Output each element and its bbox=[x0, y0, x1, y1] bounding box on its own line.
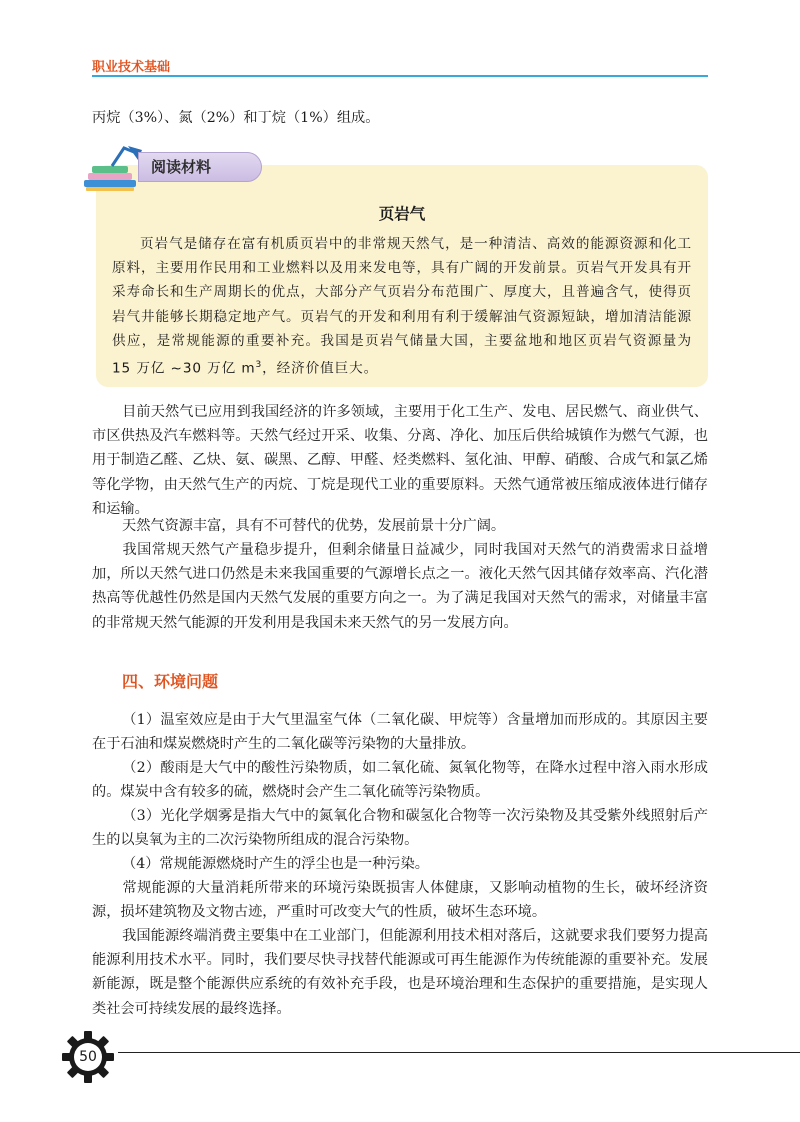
books-lamp-icon bbox=[82, 142, 146, 194]
header-rule bbox=[92, 75, 708, 77]
section-heading: 四、环境问题 bbox=[122, 672, 219, 691]
paragraph: 目前天然气已应用到我国经济的许多领域，主要用于化工生产、发电、居民燃气、商业供气、市区供热及汽车燃料等。天然气经过开采、收集、分离、净化、加压后供给城镇作为燃气气源，也用于制造乙醛、乙炔、氨、碳黑、乙醇、甲醛、烃类燃料、氢化油、甲醇、硝酸、合成气和氯乙烯等化学物，由天然气生产的丙烷、丁烷是现代工业的重要原料。天然气通常被压缩成液体进行储存和运输。 bbox=[92, 404, 708, 517]
page-number: 50 bbox=[79, 1049, 97, 1065]
list-item: （3）光化学烟雾是指大气中的氮氧化合物和碳氢化合物等一次污染物及其受紫外线照射后产生的以臭氧为主的二次污染物所组成的混合污染物。 bbox=[92, 808, 708, 849]
intro-line: 丙烷（3%）、氮（2%）和丁烷（1%）组成。 bbox=[92, 110, 380, 126]
paragraph: 我国常规天然气产量稳步提升，但剩余储量日益减少，同时我国对天然气的消费需求日益增加，所以天然气进口仍然是未来我国重要的气源增长点之一。液化天然气因其储存效率高、汽化潜热高等优越性仍然是国内天然气发展的重要方向之一。为了满足我国对天然气的需求，对储量丰富的非常规天然气能源的开发利用是我国未来天然气的另一发展方向。 bbox=[92, 542, 708, 631]
running-header: 职业技术基础 bbox=[92, 60, 171, 75]
paragraph: 我国能源终端消费主要集中在工业部门，但能源利用技术相对落后，这就要求我们要努力提高能源利用技术水平。同时，我们要尽快寻找替代能源或可再生能源作为传统能源的重要补充。发展新能源，既是整个能源供应系统的有效补充手段，也是环境治理和生态保护的重要措施，是实现人类社会可持续发展的最终选择。 bbox=[92, 928, 708, 1017]
list-item: （4）常规能源燃烧时产生的浮尘也是一种污染。 bbox=[122, 856, 429, 872]
reading-tab: 阅读材料 bbox=[138, 152, 262, 182]
reading-title: 页岩气 bbox=[378, 205, 426, 223]
paragraph: 常规能源的大量消耗所带来的环境污染既损害人体健康，又影响动植物的生长，破坏经济资源，损坏建筑物及文物古迹，严重时可改变大气的性质，破坏生态环境。 bbox=[92, 880, 708, 921]
list-item: （2）酸雨是大气中的酸性污染物质，如二氧化硫、氮氧化物等，在降水过程中溶入雨水形成的。煤炭中含有较多的硫，燃烧时会产生二氧化硫等污染物质。 bbox=[92, 760, 708, 801]
reading-body-text: 页岩气是储存在富有机质页岩中的非常规天然气，是一种清洁、高效的能源资源和化工原料，主要用作民用和工业燃料以及用来发电等，具有广阔的开发前景。页岩气开发具有开采寿命长和生产周期长的优点，大部分产气页岩分布范围广、厚度大，且普遍含气，使得页岩气井能够长期稳定地产气。页岩气的开发和利用有利于缓解油气资源短缺，增加清洁能源供应，是常规能源的重要补充。我国是页岩气储量大国，主要盆地和地区页岩气资源量为 15 万亿 ~30 万亿 m bbox=[112, 236, 692, 377]
reading-body-sup: 3 bbox=[255, 360, 263, 371]
footer-rule bbox=[118, 1052, 800, 1053]
reading-body bbox=[112, 232, 692, 381]
reading-body-tail: ，经济价值巨大。 bbox=[262, 360, 379, 377]
paragraph: 天然气资源丰富，具有不可替代的优势，发展前景十分广阔。 bbox=[122, 518, 506, 534]
list-item: （1）温室效应是由于大气里温室气体（二氧化碳、甲烷等）含量增加而形成的。其原因主要在于石油和煤炭燃烧时产生的二氧化碳等污染物的大量排放。 bbox=[92, 712, 708, 753]
